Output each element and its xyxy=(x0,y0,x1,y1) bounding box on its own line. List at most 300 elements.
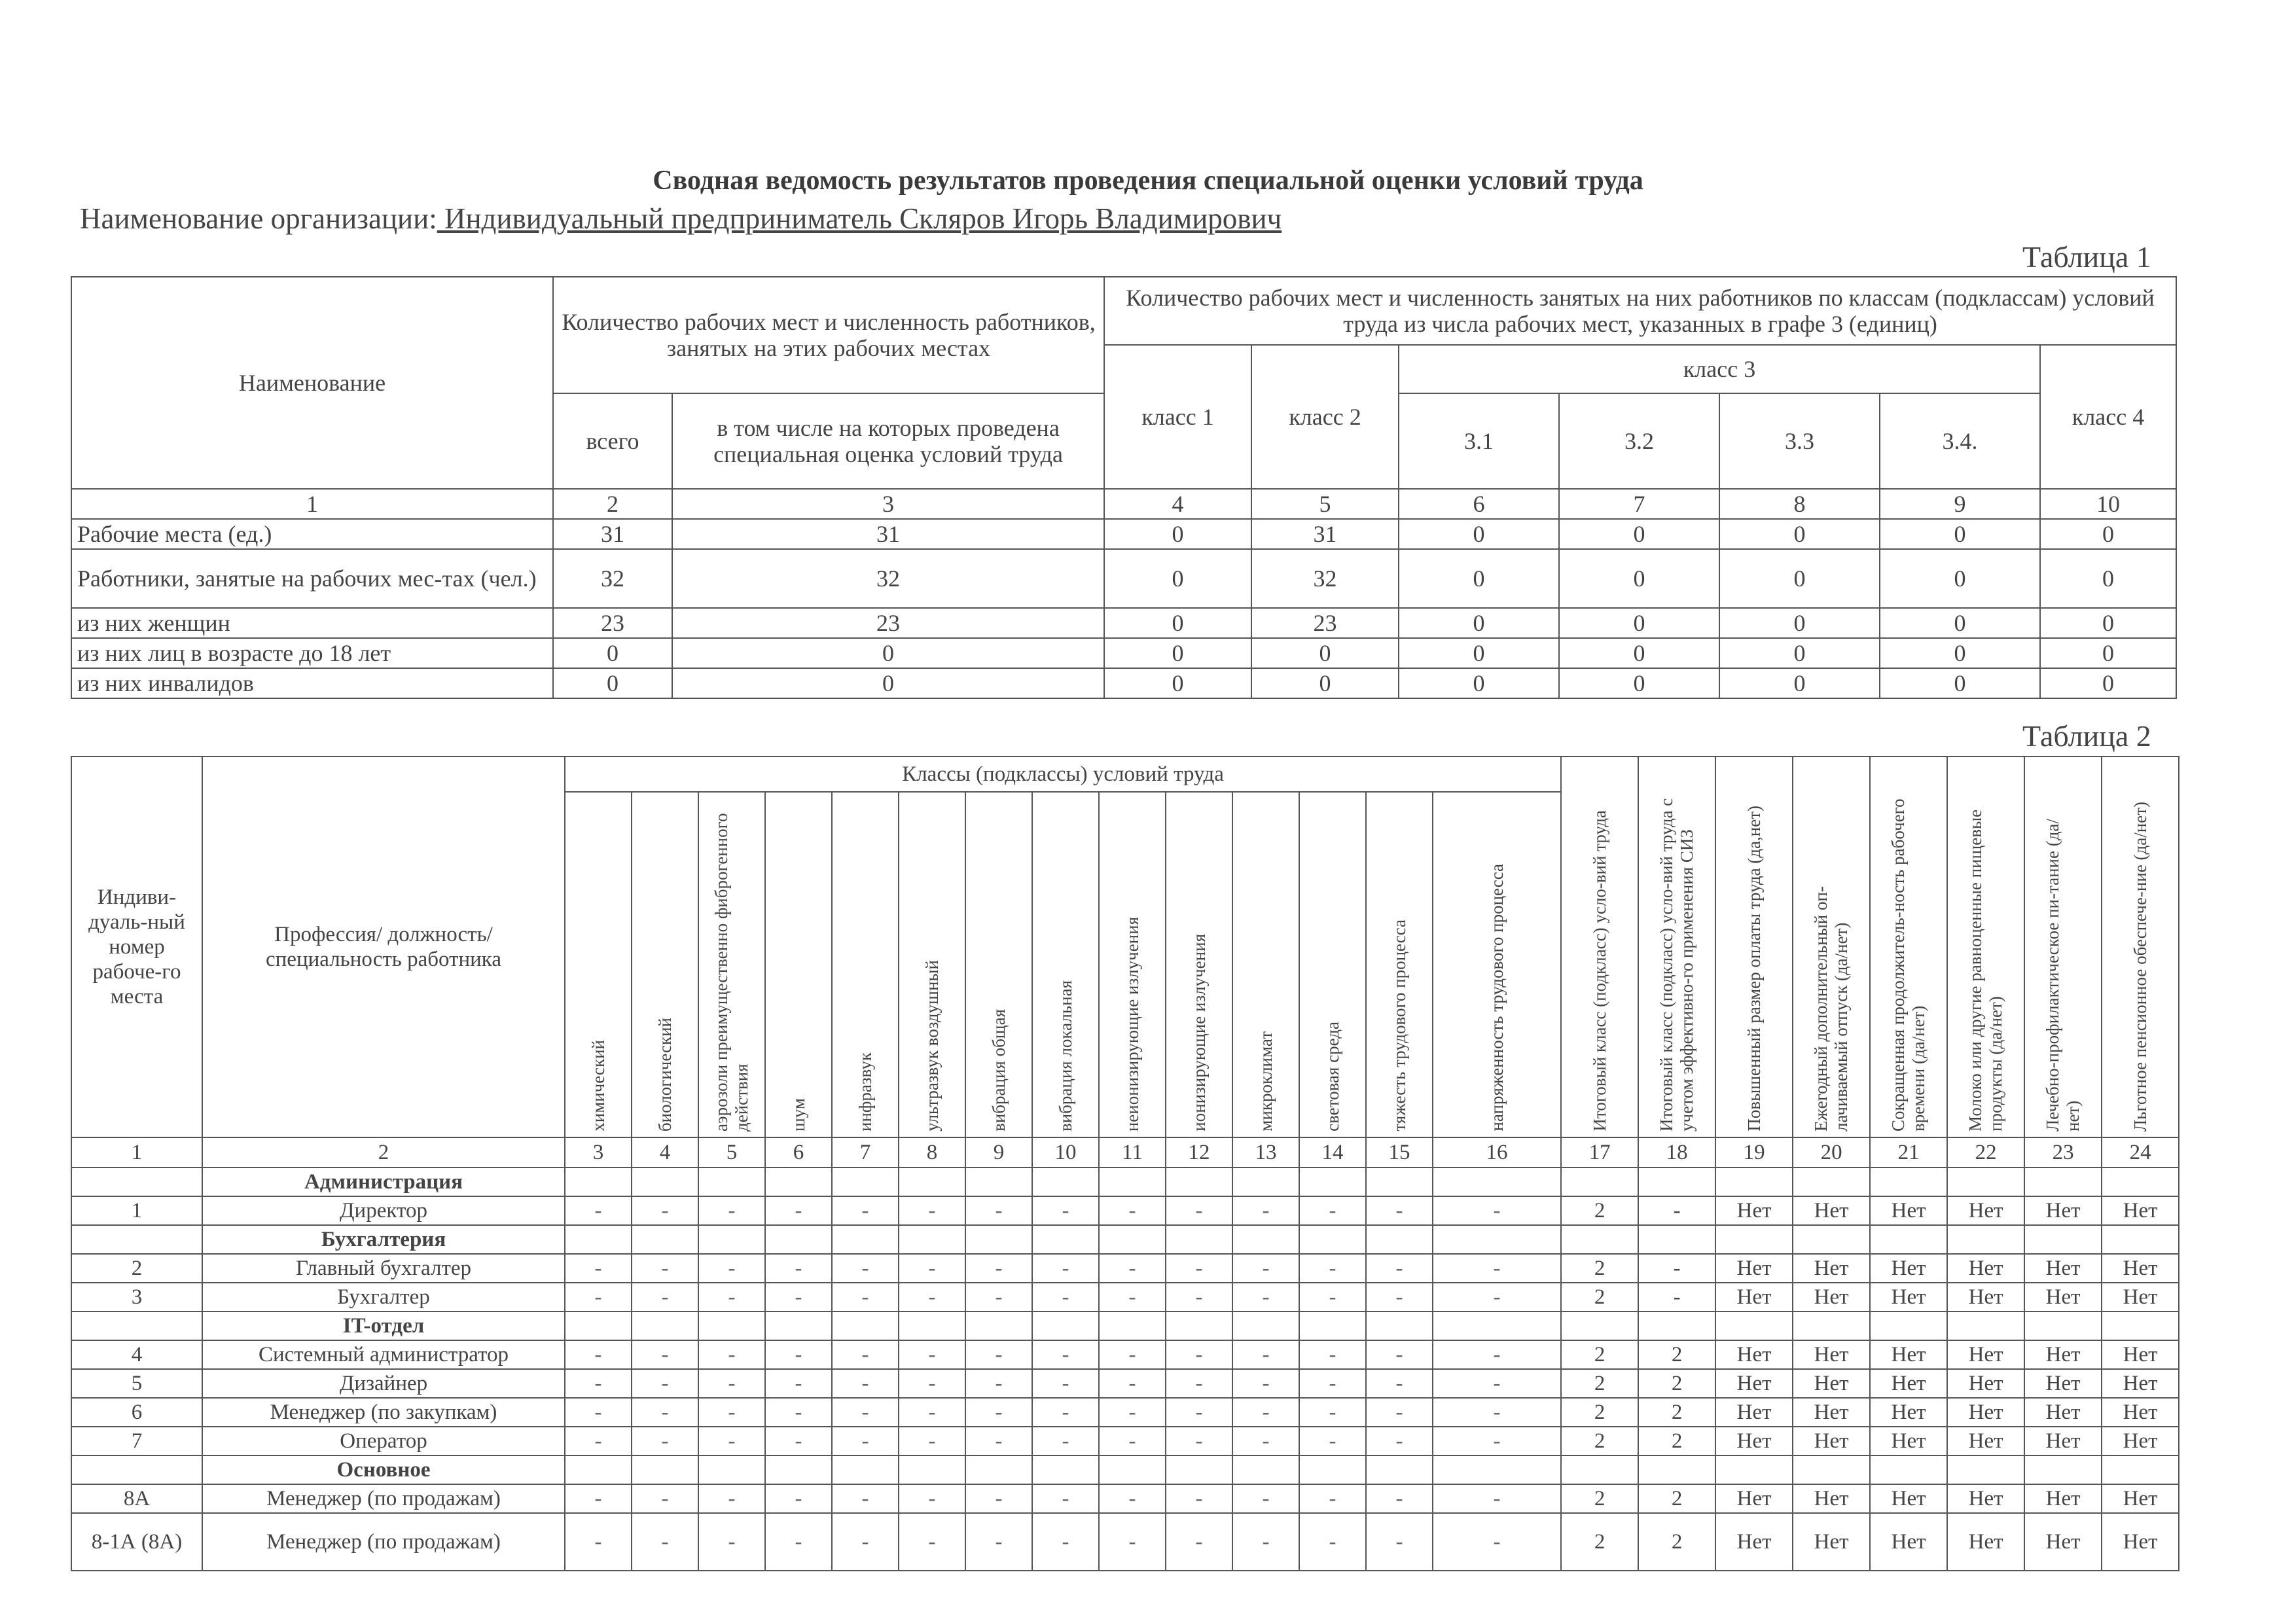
row-value: 0 xyxy=(2040,608,2176,638)
row-value: 31 xyxy=(553,519,672,549)
factor-class: - xyxy=(1166,1513,1232,1571)
section-empty-cell xyxy=(2024,1225,2102,1254)
factor-class: - xyxy=(565,1484,632,1513)
factor-class: - xyxy=(765,1513,832,1571)
factor-class: - xyxy=(765,1196,832,1225)
factor-class: - xyxy=(1299,1254,1366,1283)
compensation-flag: Нет xyxy=(1715,1398,1793,1427)
factor-class: - xyxy=(899,1369,965,1398)
section-empty-cell xyxy=(1166,1225,1232,1254)
column-number: 1 xyxy=(71,489,553,519)
header-factor-label: ионизирующие излучения xyxy=(1189,934,1209,1132)
header-factor-column xyxy=(1433,792,1561,1137)
column-numbers-row xyxy=(71,1137,2179,1168)
column-number: 1 xyxy=(71,1137,202,1168)
section-empty-cell xyxy=(1166,1455,1232,1484)
column-number: 13 xyxy=(1232,1137,1299,1168)
factor-class: - xyxy=(565,1254,632,1283)
row-value: 0 xyxy=(1104,519,1251,549)
row-label: из них лиц в возрасте до 18 лет xyxy=(71,638,553,668)
column-number: 12 xyxy=(1166,1137,1232,1168)
compensation-flag: Нет xyxy=(1793,1369,1870,1398)
section-empty-cell xyxy=(1433,1168,1561,1196)
header-extra-label: Итоговый класс (подкласс) усло-вий труда xyxy=(1589,810,1609,1132)
section-empty-cell xyxy=(698,1311,765,1340)
factor-class: - xyxy=(698,1513,765,1571)
factor-class: - xyxy=(965,1369,1032,1398)
column-number: 15 xyxy=(1366,1137,1433,1168)
compensation-flag: Нет xyxy=(1715,1369,1793,1398)
factor-class: - xyxy=(565,1398,632,1427)
factor-class: - xyxy=(965,1513,1032,1571)
compensation-flag: Нет xyxy=(1870,1369,1947,1398)
row-value: 23 xyxy=(1251,608,1399,638)
compensation-flag: Нет xyxy=(2024,1283,2102,1311)
section-empty-cell xyxy=(1099,1168,1166,1196)
compensation-flag: Нет xyxy=(2102,1283,2179,1311)
compensation-flag: Нет xyxy=(1715,1283,1793,1311)
row-value: 0 xyxy=(1104,638,1251,668)
section-empty-cell xyxy=(632,1455,698,1484)
final-class: 2 xyxy=(1561,1283,1638,1311)
table-row xyxy=(71,549,2176,608)
compensation-flag: Нет xyxy=(2102,1398,2179,1427)
row-value: 32 xyxy=(672,549,1104,608)
factor-class: - xyxy=(565,1196,632,1225)
factor-class: - xyxy=(632,1196,698,1225)
section-empty-cell xyxy=(1366,1168,1433,1196)
compensation-flag: Нет xyxy=(2102,1484,2179,1513)
column-number: 11 xyxy=(1099,1137,1166,1168)
row-value: 0 xyxy=(1399,608,1559,638)
header-factor-label: неионизирующие излучения xyxy=(1122,916,1142,1132)
section-empty-cell xyxy=(1947,1311,2024,1340)
factor-class: - xyxy=(1032,1484,1099,1513)
header-sout: в том числе на которых проведена специальная оценка условий труда xyxy=(672,393,1104,489)
header-class3-3: 3.3 xyxy=(1719,393,1880,489)
factor-class: - xyxy=(832,1513,899,1571)
factor-class: - xyxy=(1032,1283,1099,1311)
section-empty-cell xyxy=(1166,1311,1232,1340)
table-row xyxy=(71,1196,2179,1225)
column-number: 6 xyxy=(1399,489,1559,519)
row-value: 0 xyxy=(1399,638,1559,668)
factor-class: - xyxy=(1366,1254,1433,1283)
section-empty-cell xyxy=(1715,1311,1793,1340)
row-value: 0 xyxy=(1559,668,1719,698)
factor-class: - xyxy=(965,1196,1032,1225)
factor-class: - xyxy=(899,1283,965,1311)
factor-class: - xyxy=(1433,1340,1561,1369)
header-extra-column xyxy=(2102,757,2179,1137)
row-value: 23 xyxy=(553,608,672,638)
final-class-with-ppe: 2 xyxy=(1638,1340,1715,1369)
section-empty-cell xyxy=(1433,1225,1561,1254)
row-label: Рабочие места (ед.) xyxy=(71,519,553,549)
final-class-with-ppe: 2 xyxy=(1638,1484,1715,1513)
section-row xyxy=(71,1168,2179,1196)
factor-class: - xyxy=(1433,1513,1561,1571)
factor-class: - xyxy=(1433,1369,1561,1398)
section-empty-cell xyxy=(1793,1168,1870,1196)
section-empty-cell xyxy=(1870,1225,1947,1254)
column-number: 20 xyxy=(1793,1137,1870,1168)
factor-class: - xyxy=(765,1283,832,1311)
workplace-id: 2 xyxy=(71,1254,202,1283)
final-class: 2 xyxy=(1561,1340,1638,1369)
column-number: 4 xyxy=(1104,489,1251,519)
factor-class: - xyxy=(1299,1513,1366,1571)
factor-class: - xyxy=(565,1340,632,1369)
header-extra-label: Итоговый класс (подкласс) усло-вий труда с учетом эффективно-го применения СИЗ xyxy=(1657,798,1697,1132)
compensation-flag: Нет xyxy=(1793,1484,1870,1513)
profession-name: Менеджер (по продажам) xyxy=(202,1513,565,1571)
factor-class: - xyxy=(1099,1340,1166,1369)
column-number: 3 xyxy=(565,1137,632,1168)
workplace-id: 1 xyxy=(71,1196,202,1225)
header-factor-column xyxy=(632,792,698,1137)
factor-class: - xyxy=(632,1513,698,1571)
compensation-flag: Нет xyxy=(1947,1398,2024,1427)
compensation-flag: Нет xyxy=(1715,1254,1793,1283)
factor-class: - xyxy=(1299,1283,1366,1311)
workplace-id: 5 xyxy=(71,1369,202,1398)
section-empty-cell xyxy=(899,1225,965,1254)
factor-class: - xyxy=(965,1340,1032,1369)
factor-class: - xyxy=(565,1513,632,1571)
compensation-flag: Нет xyxy=(2102,1513,2179,1571)
factor-class: - xyxy=(765,1427,832,1455)
section-empty-cell xyxy=(1099,1311,1166,1340)
compensation-flag: Нет xyxy=(1947,1369,2024,1398)
factor-class: - xyxy=(1099,1484,1166,1513)
factor-class: - xyxy=(1299,1369,1366,1398)
table-row xyxy=(71,1254,2179,1283)
section-empty-cell xyxy=(965,1311,1032,1340)
compensation-flag: Нет xyxy=(2024,1340,2102,1369)
factor-class: - xyxy=(1232,1427,1299,1455)
row-value: 0 xyxy=(1559,638,1719,668)
compensation-flag: Нет xyxy=(1947,1254,2024,1283)
row-value: 31 xyxy=(672,519,1104,549)
compensation-flag: Нет xyxy=(1947,1340,2024,1369)
compensation-flag: Нет xyxy=(1947,1427,2024,1455)
section-empty-cell xyxy=(1715,1455,1793,1484)
section-empty-cell xyxy=(565,1455,632,1484)
compensation-flag: Нет xyxy=(1870,1283,1947,1311)
compensation-flag: Нет xyxy=(1793,1340,1870,1369)
factor-class: - xyxy=(765,1340,832,1369)
compensation-flag: Нет xyxy=(1870,1340,1947,1369)
section-empty-cell xyxy=(565,1311,632,1340)
document-title: Сводная ведомость результатов проведения специальной оценки условий труда xyxy=(653,166,1643,196)
section-empty-cell xyxy=(1366,1225,1433,1254)
factor-class: - xyxy=(1099,1427,1166,1455)
factor-class: - xyxy=(632,1427,698,1455)
factor-class: - xyxy=(1166,1254,1232,1283)
header-extra-label: Льготное пенсионное обеспече-ние (да/нет) xyxy=(2130,801,2150,1132)
section-empty-cell xyxy=(1793,1311,1870,1340)
factor-class: - xyxy=(565,1427,632,1455)
table-row xyxy=(71,519,2176,549)
section-empty-cell xyxy=(832,1311,899,1340)
column-number: 6 xyxy=(765,1137,832,1168)
row-value: 0 xyxy=(1880,638,2040,668)
header-extra-label: Повышенный размер оплаты труда (да,нет) xyxy=(1744,806,1764,1132)
section-empty-cell xyxy=(899,1168,965,1196)
table-row xyxy=(71,1340,2179,1369)
column-number: 2 xyxy=(202,1137,565,1168)
factor-class: - xyxy=(1232,1254,1299,1283)
final-class: 2 xyxy=(1561,1484,1638,1513)
column-number: 23 xyxy=(2024,1137,2102,1168)
section-empty-cell xyxy=(1561,1168,1638,1196)
section-empty-cell xyxy=(2102,1168,2179,1196)
header-factor-column xyxy=(1232,792,1299,1137)
column-number: 5 xyxy=(1251,489,1399,519)
final-class-with-ppe: - xyxy=(1638,1283,1715,1311)
column-number: 8 xyxy=(899,1137,965,1168)
factor-class: - xyxy=(965,1254,1032,1283)
compensation-flag: Нет xyxy=(1793,1513,1870,1571)
factor-class: - xyxy=(698,1340,765,1369)
final-class-with-ppe: 2 xyxy=(1638,1427,1715,1455)
header-classes: Количество рабочих мест и численность занятых на них работников по классам (подклассам) условий труда из числа рабочих мест, указанных в графе 3 (единиц) xyxy=(1104,277,2176,345)
column-number: 24 xyxy=(2102,1137,2179,1168)
factor-class: - xyxy=(632,1398,698,1427)
row-value: 0 xyxy=(2040,549,2176,608)
profession-name: Дизайнер xyxy=(202,1369,565,1398)
section-empty-cell xyxy=(1793,1455,1870,1484)
organization-name: Индивидуальный предприниматель Скляров Игорь Владимирович xyxy=(437,202,1282,235)
header-extra-label: Сокращенная продолжитель-ность рабочего времени (да/нет) xyxy=(1888,798,1929,1132)
compensation-flag: Нет xyxy=(2102,1369,2179,1398)
section-empty-cell xyxy=(1947,1455,2024,1484)
section-title: Администрация xyxy=(202,1168,565,1196)
factor-class: - xyxy=(1366,1427,1433,1455)
factor-class: - xyxy=(1099,1283,1166,1311)
section-row xyxy=(71,1455,2179,1484)
header-workplace-id: Индиви-дуаль-ный номер рабоче-го места xyxy=(71,757,202,1137)
table-row xyxy=(71,1484,2179,1513)
row-value: 0 xyxy=(553,668,672,698)
section-empty-cell xyxy=(1032,1225,1099,1254)
header-factor-column xyxy=(1032,792,1099,1137)
factor-class: - xyxy=(899,1340,965,1369)
header-factor-column xyxy=(1099,792,1166,1137)
row-value: 0 xyxy=(2040,519,2176,549)
compensation-flag: Нет xyxy=(1870,1513,1947,1571)
factor-class: - xyxy=(832,1283,899,1311)
factor-class: - xyxy=(698,1369,765,1398)
factor-class: - xyxy=(899,1484,965,1513)
final-class-with-ppe: 2 xyxy=(1638,1398,1715,1427)
header-extra-label: Лечебно-профилактическое пи-тание (да/нет) xyxy=(2043,819,2083,1132)
section-empty-cell xyxy=(1638,1225,1715,1254)
factor-class: - xyxy=(1299,1340,1366,1369)
section-empty-cell xyxy=(698,1225,765,1254)
header-factor-column xyxy=(965,792,1032,1137)
header-factor-label: напряженность трудового процесса xyxy=(1486,864,1507,1132)
factor-class: - xyxy=(1232,1340,1299,1369)
section-empty-cell xyxy=(1561,1455,1638,1484)
header-extra-column xyxy=(1638,757,1715,1137)
table-row xyxy=(71,668,2176,698)
row-value: 0 xyxy=(1880,519,2040,549)
profession-name: Менеджер (по продажам) xyxy=(202,1484,565,1513)
header-total: всего xyxy=(553,393,672,489)
section-empty-cell xyxy=(1561,1225,1638,1254)
section-row xyxy=(71,1225,2179,1254)
organization-line xyxy=(80,202,1282,236)
section-empty-cell xyxy=(2102,1455,2179,1484)
column-number: 4 xyxy=(632,1137,698,1168)
compensation-flag: Нет xyxy=(1715,1484,1793,1513)
section-empty-cell xyxy=(1299,1455,1366,1484)
column-number: 10 xyxy=(1032,1137,1099,1168)
row-value: 0 xyxy=(2040,638,2176,668)
section-empty-cell xyxy=(1947,1168,2024,1196)
compensation-flag: Нет xyxy=(2024,1196,2102,1225)
header-count: Количество рабочих мест и численность работников, занятых на этих рабочих местах xyxy=(553,277,1104,393)
factor-class: - xyxy=(698,1254,765,1283)
row-value: 0 xyxy=(1719,668,1880,698)
section-empty-cell xyxy=(1032,1311,1099,1340)
factor-class: - xyxy=(832,1196,899,1225)
factor-class: - xyxy=(832,1340,899,1369)
header-extra-column xyxy=(1793,757,1870,1137)
compensation-flag: Нет xyxy=(1715,1513,1793,1571)
row-value: 0 xyxy=(553,638,672,668)
workplace-table-body xyxy=(71,1168,2179,1571)
factor-class: - xyxy=(1366,1398,1433,1427)
factor-class: - xyxy=(698,1398,765,1427)
header-class3-2: 3.2 xyxy=(1559,393,1719,489)
header-factor-label: шум xyxy=(788,1097,808,1132)
section-empty-cell xyxy=(698,1455,765,1484)
compensation-flag: Нет xyxy=(1715,1196,1793,1225)
compensation-flag: Нет xyxy=(1947,1513,2024,1571)
compensation-flag: Нет xyxy=(1947,1484,2024,1513)
factor-class: - xyxy=(1433,1254,1561,1283)
column-number: 18 xyxy=(1638,1137,1715,1168)
section-empty-cell xyxy=(1099,1225,1166,1254)
compensation-flag: Нет xyxy=(1947,1196,2024,1225)
row-value: 0 xyxy=(672,668,1104,698)
row-value: 0 xyxy=(1104,608,1251,638)
factor-class: - xyxy=(1232,1196,1299,1225)
factor-class: - xyxy=(565,1283,632,1311)
section-title: IT-отдел xyxy=(202,1311,565,1340)
column-number: 8 xyxy=(1719,489,1880,519)
factor-class: - xyxy=(1366,1369,1433,1398)
section-empty-cell xyxy=(1561,1311,1638,1340)
section-empty-cell xyxy=(1032,1168,1099,1196)
factor-class: - xyxy=(1366,1484,1433,1513)
profession-name: Менеджер (по закупкам) xyxy=(202,1398,565,1427)
factor-class: - xyxy=(1433,1484,1561,1513)
summary-table-body xyxy=(71,519,2176,698)
compensation-flag: Нет xyxy=(2102,1427,2179,1455)
section-empty-cell xyxy=(1433,1455,1561,1484)
compensation-flag: Нет xyxy=(1870,1427,1947,1455)
factor-class: - xyxy=(1166,1484,1232,1513)
section-empty-cell xyxy=(71,1311,202,1340)
factor-class: - xyxy=(1099,1254,1166,1283)
column-number: 17 xyxy=(1561,1137,1638,1168)
workplace-table xyxy=(71,756,2179,1571)
header-extra-column xyxy=(1947,757,2024,1137)
section-empty-cell xyxy=(1299,1311,1366,1340)
compensation-flag: Нет xyxy=(1715,1427,1793,1455)
factor-class: - xyxy=(899,1196,965,1225)
column-number: 7 xyxy=(832,1137,899,1168)
section-empty-cell xyxy=(832,1225,899,1254)
factor-class: - xyxy=(765,1254,832,1283)
section-empty-cell xyxy=(1715,1225,1793,1254)
header-factor-label: инфразвук xyxy=(855,1052,875,1132)
compensation-flag: Нет xyxy=(1870,1398,1947,1427)
column-number: 10 xyxy=(2040,489,2176,519)
row-value: 0 xyxy=(1880,549,2040,608)
factor-class: - xyxy=(1366,1340,1433,1369)
header-extra-label: Молоко или другие равноценные пищевые продукты (да/нет) xyxy=(1965,809,2006,1132)
final-class-with-ppe: 2 xyxy=(1638,1369,1715,1398)
section-empty-cell xyxy=(1870,1168,1947,1196)
factor-class: - xyxy=(632,1283,698,1311)
column-number: 14 xyxy=(1299,1137,1366,1168)
section-empty-cell xyxy=(899,1311,965,1340)
factor-class: - xyxy=(1366,1283,1433,1311)
factor-class: - xyxy=(1299,1427,1366,1455)
section-empty-cell xyxy=(1232,1168,1299,1196)
final-class-with-ppe: - xyxy=(1638,1254,1715,1283)
factor-class: - xyxy=(1433,1398,1561,1427)
factor-class: - xyxy=(1166,1283,1232,1311)
section-empty-cell xyxy=(1870,1311,1947,1340)
section-empty-cell xyxy=(2024,1168,2102,1196)
compensation-flag: Нет xyxy=(1870,1484,1947,1513)
table-row xyxy=(71,1427,2179,1455)
section-empty-cell xyxy=(71,1455,202,1484)
factor-class: - xyxy=(832,1427,899,1455)
section-empty-cell xyxy=(565,1225,632,1254)
factor-class: - xyxy=(1299,1484,1366,1513)
row-label: из них инвалидов xyxy=(71,668,553,698)
compensation-flag: Нет xyxy=(1793,1427,1870,1455)
factor-class: - xyxy=(899,1398,965,1427)
section-empty-cell xyxy=(765,1168,832,1196)
row-value: 0 xyxy=(672,638,1104,668)
factor-class: - xyxy=(899,1513,965,1571)
compensation-flag: Нет xyxy=(1793,1398,1870,1427)
section-empty-cell xyxy=(832,1455,899,1484)
section-empty-cell xyxy=(71,1168,202,1196)
section-empty-cell xyxy=(1366,1311,1433,1340)
section-empty-cell xyxy=(1638,1311,1715,1340)
row-value: 0 xyxy=(1251,638,1399,668)
compensation-flag: Нет xyxy=(2024,1369,2102,1398)
table-row xyxy=(71,1369,2179,1398)
factor-class: - xyxy=(1299,1398,1366,1427)
compensation-flag: Нет xyxy=(2024,1427,2102,1455)
header-name: Наименование xyxy=(71,277,553,489)
final-class-with-ppe: - xyxy=(1638,1196,1715,1225)
factor-class: - xyxy=(1433,1283,1561,1311)
section-empty-cell xyxy=(1793,1225,1870,1254)
summary-table xyxy=(71,276,2177,699)
factor-class: - xyxy=(832,1484,899,1513)
